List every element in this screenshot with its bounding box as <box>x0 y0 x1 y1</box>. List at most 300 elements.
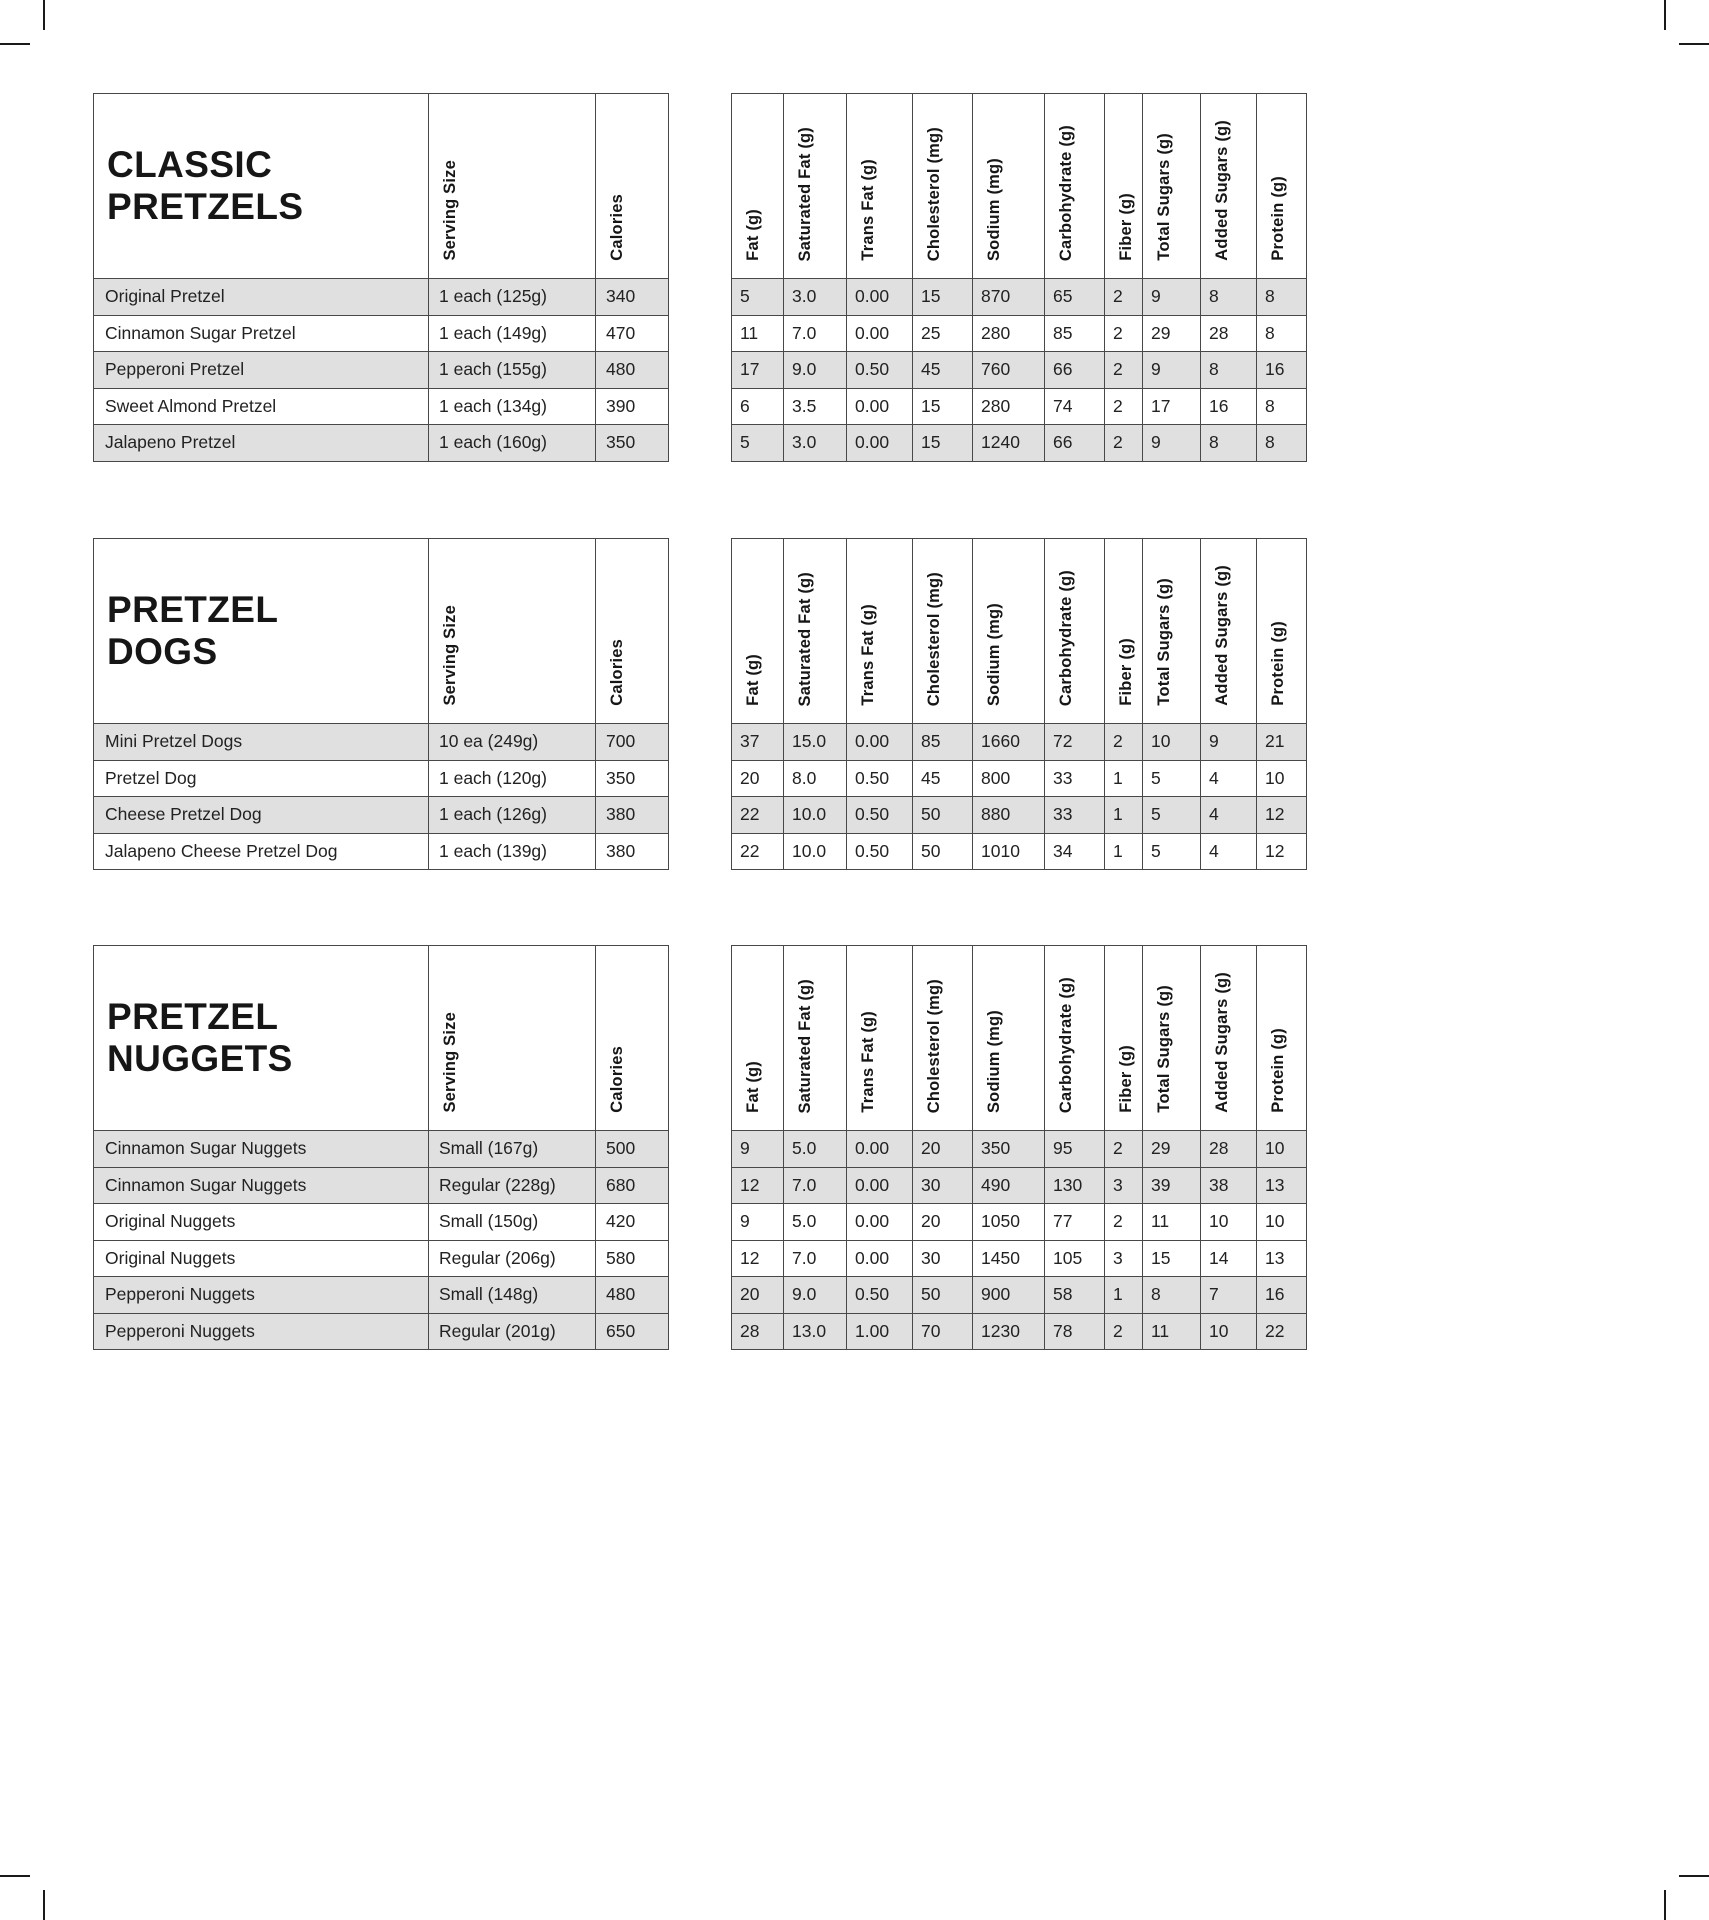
nutrition-value: 8 <box>1143 1277 1201 1314</box>
nutrition-column-label: Fat (g) <box>744 209 762 261</box>
nutrition-value: 8 <box>1257 388 1307 425</box>
nutrition-column-label: Saturated Fat (g) <box>796 126 814 261</box>
nutrition-value: 2 <box>1105 1131 1143 1168</box>
nutrition-row <box>732 352 1307 389</box>
nutrition-value: 15.0 <box>784 724 847 761</box>
nutrition-value: 2 <box>1105 1313 1143 1350</box>
nutrition-value: 20 <box>732 1277 784 1314</box>
nutrition-value: 38 <box>1201 1167 1257 1204</box>
nutrition-value: 0.00 <box>847 388 913 425</box>
item-serving-size: 1 each (126g) <box>429 797 596 834</box>
section-title-line: PRETZEL <box>107 996 279 1038</box>
item-calories: 500 <box>596 1131 669 1168</box>
nutrition-value: 4 <box>1201 797 1257 834</box>
nutrition-value: 3.0 <box>784 425 847 462</box>
calories-header <box>596 946 669 1131</box>
serving-size-label: Serving Size <box>441 160 459 261</box>
nutrition-column-header <box>1257 946 1307 1131</box>
nutrition-row <box>732 1167 1307 1204</box>
nutrition-value: 10 <box>1257 1131 1307 1168</box>
nutrition-column-label: Trans Fat (g) <box>859 159 877 261</box>
item-serving-size: Regular (201g) <box>429 1313 596 1350</box>
nutrition-row <box>732 1131 1307 1168</box>
crop-mark-top-left-v <box>43 0 45 30</box>
nutrition-column-header <box>847 946 913 1131</box>
nutrition-value: 28 <box>1201 315 1257 352</box>
nutrition-value: 15 <box>913 425 973 462</box>
nutrition-value: 13 <box>1257 1240 1307 1277</box>
nutrition-value: 22 <box>732 833 784 870</box>
nutrition-row <box>732 797 1307 834</box>
section-title <box>107 996 428 1080</box>
nutrition-column-label: Total Sugars (g) <box>1155 133 1173 261</box>
items-table <box>93 945 669 1350</box>
nutrition-value: 3.0 <box>784 279 847 316</box>
items-header-row <box>94 539 669 724</box>
section-title-line: CLASSIC <box>107 144 273 186</box>
nutrition-column-label: Cholesterol (mg) <box>925 978 943 1113</box>
nutrition-column-header <box>732 94 784 279</box>
item-serving-size: Small (148g) <box>429 1277 596 1314</box>
nutrition-column-header <box>1045 946 1105 1131</box>
nutrition-table <box>731 945 1307 1350</box>
nutrition-value: 29 <box>1143 1131 1201 1168</box>
item-name: Pretzel Dog <box>94 760 429 797</box>
item-name: Original Nuggets <box>94 1240 429 1277</box>
nutrition-column-label: Trans Fat (g) <box>859 1011 877 1113</box>
nutrition-value: 10.0 <box>784 797 847 834</box>
nutrition-row <box>732 724 1307 761</box>
items-table <box>93 538 669 870</box>
section-title-line: DOGS <box>107 631 218 672</box>
nutrition-value: 10.0 <box>784 833 847 870</box>
nutrition-value: 1230 <box>973 1313 1045 1350</box>
nutrition-value: 2 <box>1105 425 1143 462</box>
nutrition-column-label: Total Sugars (g) <box>1155 985 1173 1113</box>
nutrition-column-header <box>1143 946 1201 1131</box>
nutrition-column-label: Carbohydrate (g) <box>1057 124 1075 261</box>
nutrition-value: 45 <box>913 352 973 389</box>
nutrition-header-row <box>732 94 1307 279</box>
nutrition-column-label: Protein (g) <box>1269 1028 1287 1113</box>
nutrition-value: 0.50 <box>847 352 913 389</box>
nutrition-value: 5 <box>1143 833 1201 870</box>
nutrition-value: 9.0 <box>784 352 847 389</box>
nutrition-value: 2 <box>1105 279 1143 316</box>
crop-mark-bottom-left-v <box>43 1890 45 1920</box>
nutrition-column-label: Sodium (mg) <box>985 157 1003 261</box>
nutrition-value: 9 <box>1143 425 1201 462</box>
nutrition-row <box>732 760 1307 797</box>
nutrition-column-header <box>1257 539 1307 724</box>
nutrition-column-header <box>973 539 1045 724</box>
nutrition-value: 58 <box>1045 1277 1105 1314</box>
nutrition-header-row <box>732 946 1307 1131</box>
nutrition-column-header <box>784 94 847 279</box>
nutrition-value: 72 <box>1045 724 1105 761</box>
item-serving-size: 10 ea (249g) <box>429 724 596 761</box>
nutrition-column-header <box>1257 94 1307 279</box>
nutrition-value: 16 <box>1201 388 1257 425</box>
nutrition-row <box>732 1277 1307 1314</box>
item-calories: 350 <box>596 760 669 797</box>
item-calories: 380 <box>596 833 669 870</box>
item-row <box>94 388 669 425</box>
nutrition-column-header <box>847 94 913 279</box>
nutrition-column-header <box>784 539 847 724</box>
nutrition-value: 10 <box>1257 760 1307 797</box>
calories-header <box>596 539 669 724</box>
nutrition-value: 11 <box>1143 1204 1201 1241</box>
serving-size-header <box>429 539 596 724</box>
nutrition-value: 28 <box>1201 1131 1257 1168</box>
section-title-line: NUGGETS <box>107 1038 293 1079</box>
nutrition-value: 2 <box>1105 352 1143 389</box>
nutrition-column-label: Added Sugars (g) <box>1213 120 1231 261</box>
nutrition-value: 0.00 <box>847 315 913 352</box>
nutrition-row <box>732 425 1307 462</box>
nutrition-value: 20 <box>732 760 784 797</box>
items-header-row <box>94 94 669 279</box>
item-row <box>94 1131 669 1168</box>
item-row <box>94 1313 669 1350</box>
item-calories: 480 <box>596 352 669 389</box>
item-calories: 480 <box>596 1277 669 1314</box>
nutrition-value: 8 <box>1257 315 1307 352</box>
nutrition-value: 5.0 <box>784 1131 847 1168</box>
nutrition-column-label: Fat (g) <box>744 654 762 706</box>
item-calories: 470 <box>596 315 669 352</box>
nutrition-value: 3 <box>1105 1240 1143 1277</box>
nutrition-value: 8 <box>1257 425 1307 462</box>
nutrition-value: 37 <box>732 724 784 761</box>
item-row <box>94 833 669 870</box>
nutrition-row <box>732 315 1307 352</box>
nutrition-column-label: Protein (g) <box>1269 621 1287 706</box>
nutrition-value: 5 <box>1143 797 1201 834</box>
nutrition-value: 5 <box>1143 760 1201 797</box>
nutrition-column-label: Cholesterol (mg) <box>925 126 943 261</box>
nutrition-header-row <box>732 539 1307 724</box>
nutrition-column-header <box>1045 94 1105 279</box>
item-serving-size: Regular (206g) <box>429 1240 596 1277</box>
nutrition-column-header <box>1201 94 1257 279</box>
nutrition-value: 0.50 <box>847 760 913 797</box>
nutrition-value: 9 <box>1143 279 1201 316</box>
item-serving-size: 1 each (155g) <box>429 352 596 389</box>
item-row <box>94 1277 669 1314</box>
nutrition-value: 50 <box>913 833 973 870</box>
nutrition-value: 7.0 <box>784 1240 847 1277</box>
nutrition-value: 1 <box>1105 797 1143 834</box>
nutrition-value: 12 <box>1257 797 1307 834</box>
item-serving-size: Small (150g) <box>429 1204 596 1241</box>
section-title <box>107 589 428 673</box>
crop-mark-top-right-v <box>1664 0 1666 30</box>
crop-mark-bottom-left-h <box>0 1875 30 1877</box>
item-calories: 380 <box>596 797 669 834</box>
section-title-line: PRETZELS <box>107 186 304 227</box>
nutrition-value: 1 <box>1105 1277 1143 1314</box>
nutrition-column-label: Added Sugars (g) <box>1213 972 1231 1113</box>
nutrition-value: 85 <box>1045 315 1105 352</box>
item-serving-size: 1 each (134g) <box>429 388 596 425</box>
item-row <box>94 352 669 389</box>
nutrition-value: 0.50 <box>847 833 913 870</box>
nutrition-value: 130 <box>1045 1167 1105 1204</box>
nutrition-value: 7.0 <box>784 315 847 352</box>
item-row <box>94 797 669 834</box>
items-header-row <box>94 946 669 1131</box>
item-calories: 420 <box>596 1204 669 1241</box>
item-row <box>94 1240 669 1277</box>
nutrition-value: 21 <box>1257 724 1307 761</box>
nutrition-value: 7 <box>1201 1277 1257 1314</box>
section-pretzel-nuggets <box>93 945 1307 1350</box>
nutrition-value: 9 <box>732 1204 784 1241</box>
item-calories: 650 <box>596 1313 669 1350</box>
nutrition-column-header <box>1105 539 1143 724</box>
nutrition-value: 2 <box>1105 724 1143 761</box>
nutrition-column-label: Protein (g) <box>1269 176 1287 261</box>
nutrition-value: 30 <box>913 1240 973 1277</box>
item-calories: 700 <box>596 724 669 761</box>
nutrition-value: 15 <box>913 279 973 316</box>
nutrition-value: 870 <box>973 279 1045 316</box>
serving-size-label: Serving Size <box>441 605 459 706</box>
nutrition-column-label: Fiber (g) <box>1117 1045 1135 1113</box>
item-serving-size: 1 each (160g) <box>429 425 596 462</box>
serving-size-header <box>429 94 596 279</box>
nutrition-column-header <box>973 946 1045 1131</box>
nutrition-column-header <box>1143 94 1201 279</box>
item-calories: 340 <box>596 279 669 316</box>
item-name: Jalapeno Pretzel <box>94 425 429 462</box>
nutrition-value: 1240 <box>973 425 1045 462</box>
nutrition-value: 33 <box>1045 760 1105 797</box>
item-name: Pepperoni Nuggets <box>94 1313 429 1350</box>
nutrition-value: 66 <box>1045 352 1105 389</box>
nutrition-value: 490 <box>973 1167 1045 1204</box>
nutrition-value: 28 <box>732 1313 784 1350</box>
item-name: Original Pretzel <box>94 279 429 316</box>
item-row <box>94 1204 669 1241</box>
item-row <box>94 425 669 462</box>
nutrition-value: 10 <box>1143 724 1201 761</box>
item-name: Sweet Almond Pretzel <box>94 388 429 425</box>
nutrition-value: 17 <box>732 352 784 389</box>
item-calories: 390 <box>596 388 669 425</box>
nutrition-value: 30 <box>913 1167 973 1204</box>
nutrition-value: 22 <box>732 797 784 834</box>
items-table <box>93 93 669 462</box>
item-row <box>94 760 669 797</box>
nutrition-row <box>732 1313 1307 1350</box>
nutrition-value: 3.5 <box>784 388 847 425</box>
nutrition-value: 13 <box>1257 1167 1307 1204</box>
nutrition-value: 20 <box>913 1131 973 1168</box>
item-name: Cinnamon Sugar Nuggets <box>94 1167 429 1204</box>
item-calories: 680 <box>596 1167 669 1204</box>
nutrition-value: 78 <box>1045 1313 1105 1350</box>
nutrition-column-header <box>913 946 973 1131</box>
nutrition-value: 10 <box>1201 1204 1257 1241</box>
nutrition-value: 1.00 <box>847 1313 913 1350</box>
nutrition-value: 39 <box>1143 1167 1201 1204</box>
item-row <box>94 1167 669 1204</box>
item-name: Cinnamon Sugar Nuggets <box>94 1131 429 1168</box>
nutrition-column-label: Carbohydrate (g) <box>1057 976 1075 1113</box>
item-name: Pepperoni Pretzel <box>94 352 429 389</box>
nutrition-value: 1 <box>1105 760 1143 797</box>
crop-mark-bottom-right-v <box>1664 1890 1666 1920</box>
calories-label: Calories <box>608 194 626 261</box>
nutrition-value: 1660 <box>973 724 1045 761</box>
item-serving-size: Regular (228g) <box>429 1167 596 1204</box>
nutrition-column-header <box>913 94 973 279</box>
item-name: Cheese Pretzel Dog <box>94 797 429 834</box>
nutrition-value: 16 <box>1257 1277 1307 1314</box>
crop-mark-bottom-right-h <box>1679 1875 1709 1877</box>
nutrition-value: 3 <box>1105 1167 1143 1204</box>
item-row <box>94 279 669 316</box>
calories-label: Calories <box>608 1046 626 1113</box>
section-title-cell <box>94 946 429 1131</box>
nutrition-value: 74 <box>1045 388 1105 425</box>
item-name: Mini Pretzel Dogs <box>94 724 429 761</box>
nutrition-value: 33 <box>1045 797 1105 834</box>
nutrition-value: 0.00 <box>847 1131 913 1168</box>
crop-mark-top-left-h <box>0 43 30 45</box>
nutrition-column-label: Fiber (g) <box>1117 638 1135 706</box>
nutrition-value: 0.50 <box>847 797 913 834</box>
item-name: Jalapeno Cheese Pretzel Dog <box>94 833 429 870</box>
nutrition-column-label: Sodium (mg) <box>985 602 1003 706</box>
nutrition-row <box>732 279 1307 316</box>
section-title-line: PRETZEL <box>107 589 279 631</box>
nutrition-value: 2 <box>1105 315 1143 352</box>
nutrition-value: 25 <box>913 315 973 352</box>
nutrition-column-header <box>847 539 913 724</box>
section-title-cell <box>94 539 429 724</box>
nutrition-value: 9 <box>732 1131 784 1168</box>
nutrition-value: 11 <box>1143 1313 1201 1350</box>
nutrition-value: 10 <box>1257 1204 1307 1241</box>
nutrition-column-header <box>1143 539 1201 724</box>
nutrition-column-label: Fiber (g) <box>1117 193 1135 261</box>
nutrition-value: 50 <box>913 1277 973 1314</box>
nutrition-row <box>732 1204 1307 1241</box>
nutrition-value: 800 <box>973 760 1045 797</box>
nutrition-value: 350 <box>973 1131 1045 1168</box>
nutrition-value: 5 <box>732 425 784 462</box>
nutrition-value: 45 <box>913 760 973 797</box>
item-name: Pepperoni Nuggets <box>94 1277 429 1314</box>
calories-label: Calories <box>608 639 626 706</box>
nutrition-value: 280 <box>973 388 1045 425</box>
nutrition-column-header <box>732 539 784 724</box>
nutrition-value: 105 <box>1045 1240 1105 1277</box>
nutrition-value: 6 <box>732 388 784 425</box>
nutrition-value: 4 <box>1201 760 1257 797</box>
section-title-cell <box>94 94 429 279</box>
nutrition-table <box>731 538 1307 870</box>
nutrition-value: 1050 <box>973 1204 1045 1241</box>
nutrition-column-header <box>1201 539 1257 724</box>
item-serving-size: 1 each (139g) <box>429 833 596 870</box>
nutrition-value: 880 <box>973 797 1045 834</box>
nutrition-column-label: Trans Fat (g) <box>859 604 877 706</box>
serving-size-label: Serving Size <box>441 1012 459 1113</box>
nutrition-row <box>732 833 1307 870</box>
nutrition-value: 8.0 <box>784 760 847 797</box>
nutrition-value: 15 <box>1143 1240 1201 1277</box>
nutrition-column-label: Total Sugars (g) <box>1155 578 1173 706</box>
nutrition-value: 0.00 <box>847 425 913 462</box>
nutrition-value: 13.0 <box>784 1313 847 1350</box>
nutrition-value: 0.00 <box>847 1204 913 1241</box>
nutrition-value: 2 <box>1105 388 1143 425</box>
nutrition-value: 50 <box>913 797 973 834</box>
nutrition-row <box>732 1240 1307 1277</box>
nutrition-value: 900 <box>973 1277 1045 1314</box>
nutrition-value: 29 <box>1143 315 1201 352</box>
item-serving-size: 1 each (149g) <box>429 315 596 352</box>
nutrition-column-label: Carbohydrate (g) <box>1057 569 1075 706</box>
nutrition-value: 0.00 <box>847 724 913 761</box>
nutrition-table <box>731 93 1307 462</box>
nutrition-value: 22 <box>1257 1313 1307 1350</box>
nutrition-value: 0.00 <box>847 1240 913 1277</box>
nutrition-value: 16 <box>1257 352 1307 389</box>
nutrition-column-label: Added Sugars (g) <box>1213 565 1231 706</box>
nutrition-value: 8 <box>1201 352 1257 389</box>
item-row <box>94 724 669 761</box>
nutrition-value: 77 <box>1045 1204 1105 1241</box>
item-row <box>94 315 669 352</box>
nutrition-value: 280 <box>973 315 1045 352</box>
nutrition-value: 12 <box>1257 833 1307 870</box>
nutrition-value: 1 <box>1105 833 1143 870</box>
item-name: Cinnamon Sugar Pretzel <box>94 315 429 352</box>
item-calories: 580 <box>596 1240 669 1277</box>
nutrition-column-header <box>732 946 784 1131</box>
nutrition-value: 2 <box>1105 1204 1143 1241</box>
nutrition-value: 65 <box>1045 279 1105 316</box>
nutrition-column-header <box>1201 946 1257 1131</box>
section-title <box>107 144 428 228</box>
item-calories: 350 <box>596 425 669 462</box>
nutrition-value: 0.00 <box>847 1167 913 1204</box>
nutrition-value: 15 <box>913 388 973 425</box>
nutrition-column-label: Sodium (mg) <box>985 1009 1003 1113</box>
serving-size-header <box>429 946 596 1131</box>
nutrition-value: 17 <box>1143 388 1201 425</box>
nutrition-column-header <box>973 94 1045 279</box>
item-serving-size: 1 each (120g) <box>429 760 596 797</box>
item-name: Original Nuggets <box>94 1204 429 1241</box>
nutrition-value: 5.0 <box>784 1204 847 1241</box>
nutrition-row <box>732 388 1307 425</box>
item-serving-size: Small (167g) <box>429 1131 596 1168</box>
nutrition-value: 0.50 <box>847 1277 913 1314</box>
nutrition-value: 9 <box>1201 724 1257 761</box>
nutrition-value: 7.0 <box>784 1167 847 1204</box>
nutrition-value: 8 <box>1201 425 1257 462</box>
nutrition-column-header <box>1105 94 1143 279</box>
nutrition-value: 8 <box>1257 279 1307 316</box>
nutrition-value: 9 <box>1143 352 1201 389</box>
